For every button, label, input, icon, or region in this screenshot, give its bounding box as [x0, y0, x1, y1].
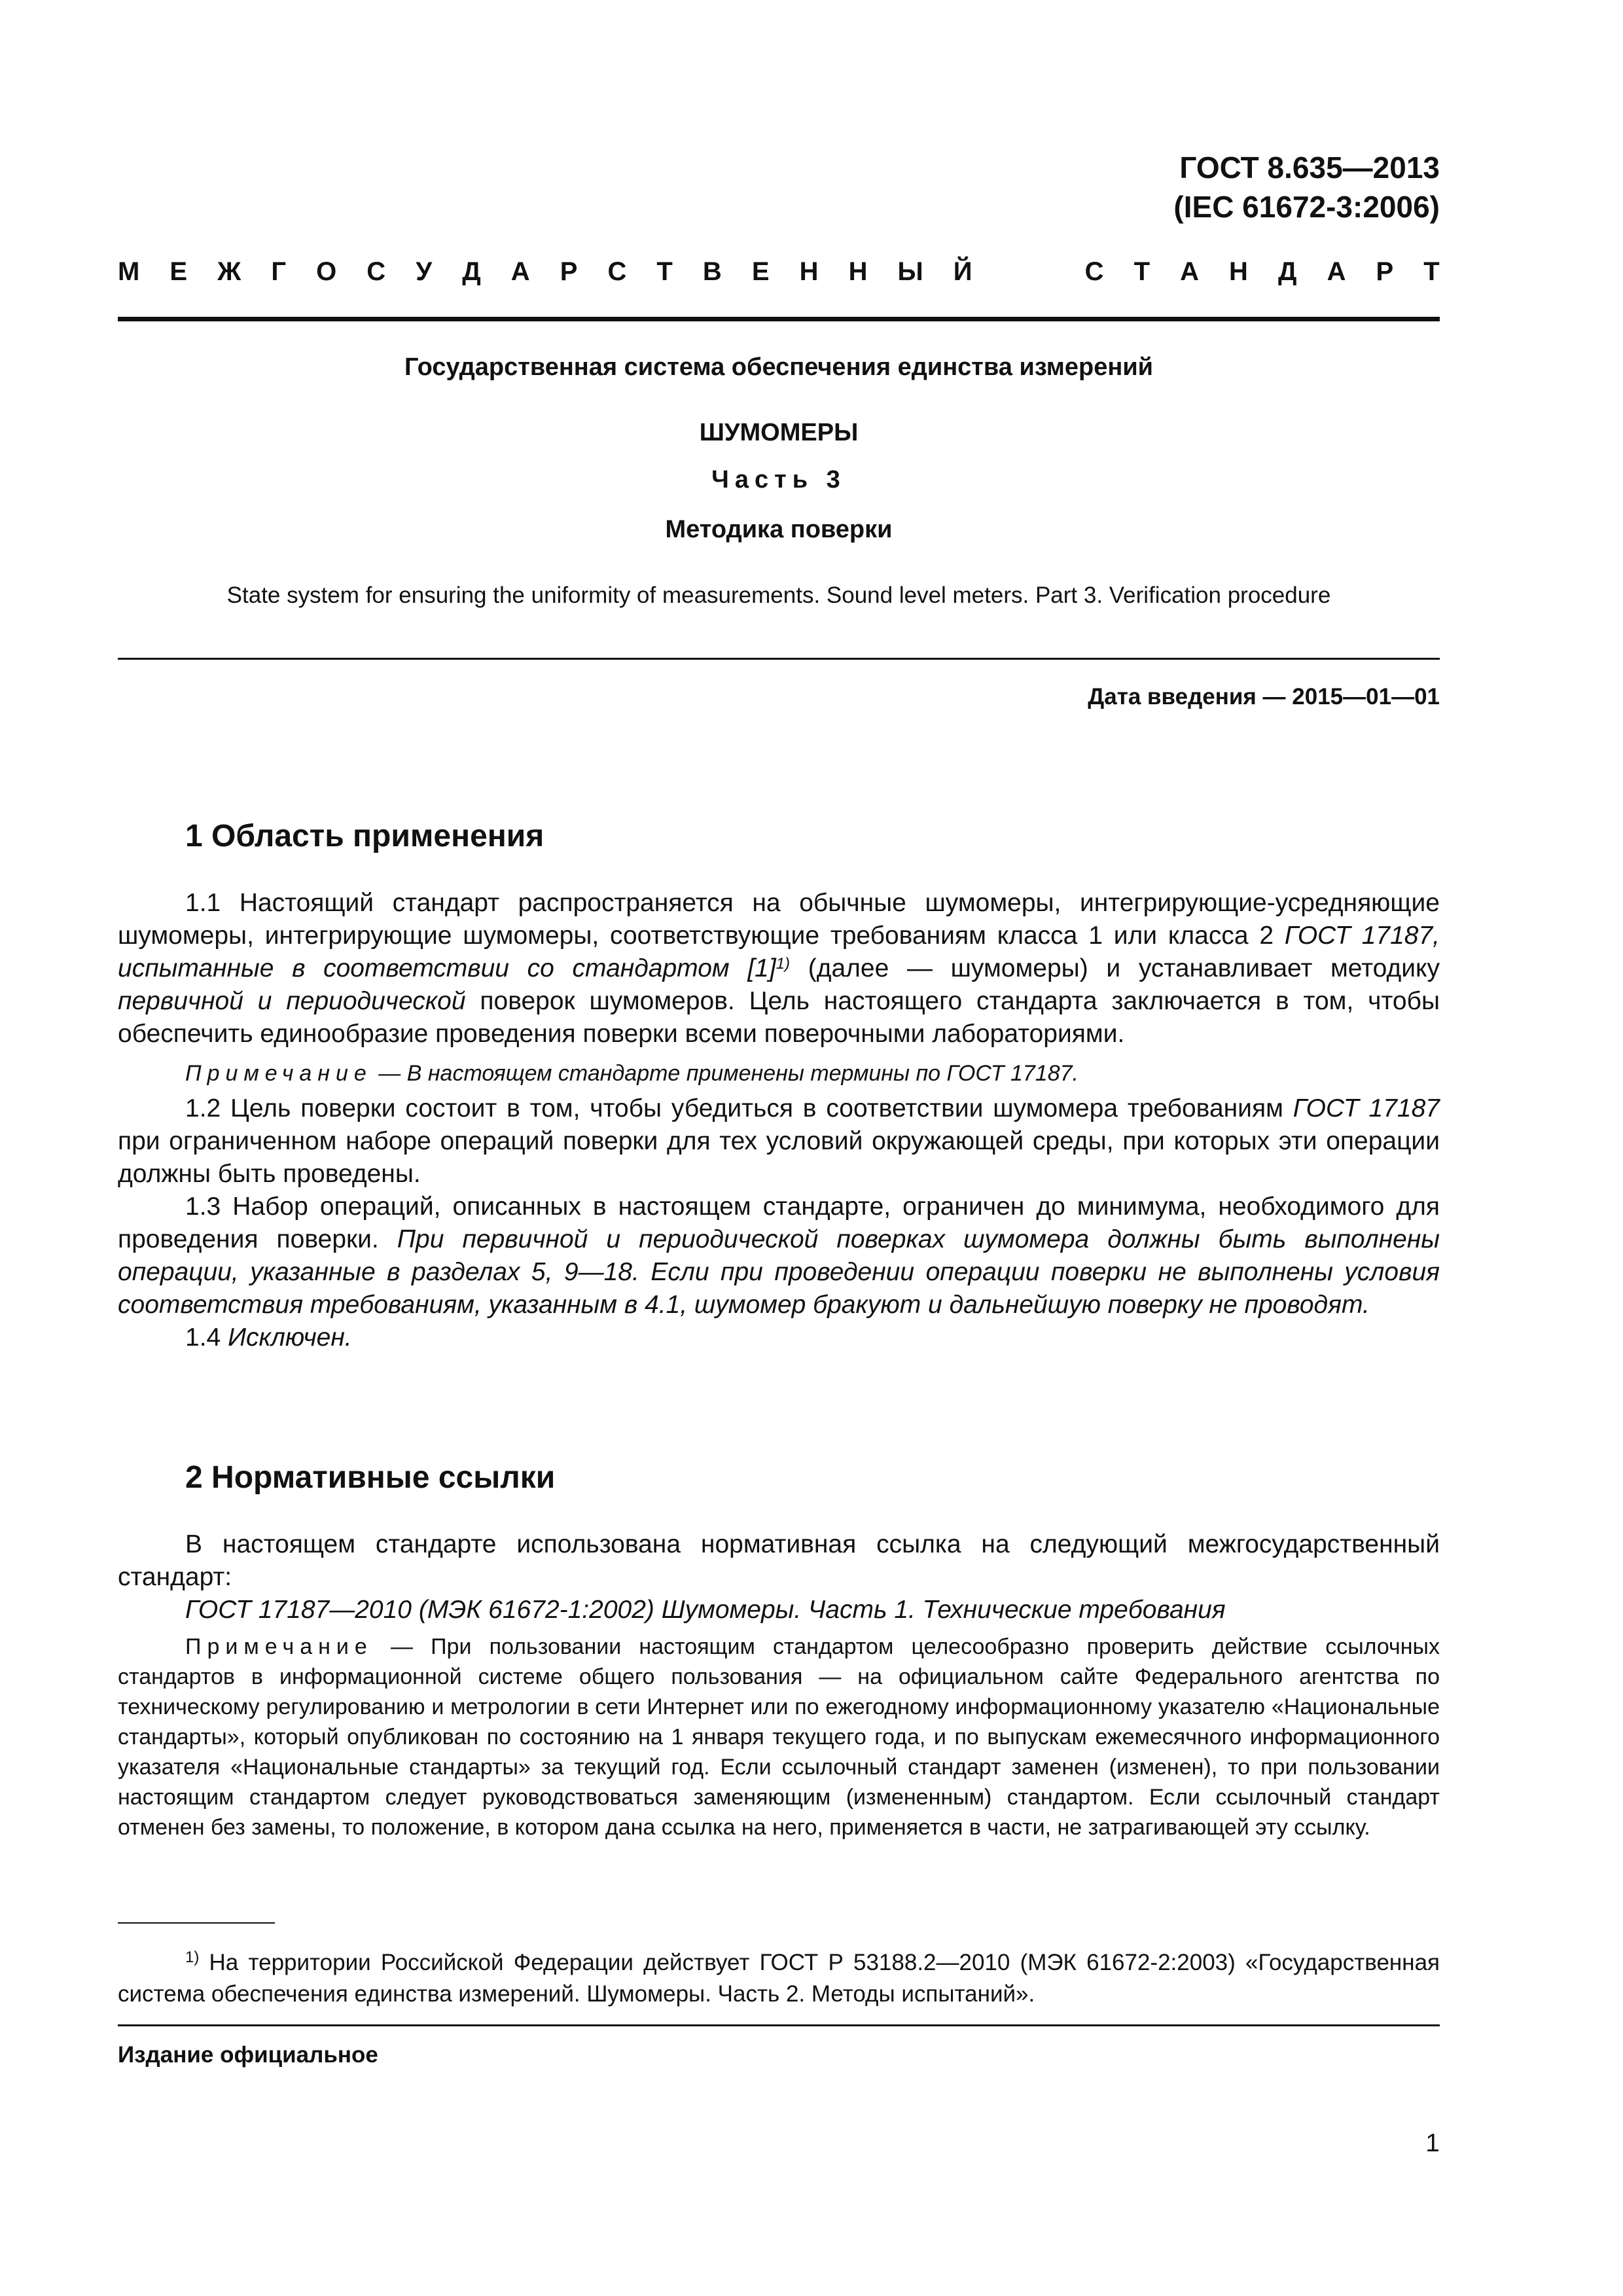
footnote: [118, 1947, 1440, 2010]
note-1: Примечание — В настоящем стандарте применены термины по ГОСТ 17187.: [185, 1061, 1079, 1086]
standard-identifier: [1173, 148, 1440, 226]
heading-letter: Т: [1423, 257, 1440, 286]
heading-letter: О: [316, 257, 337, 286]
section-1-heading: 1 Область применения: [185, 819, 544, 853]
heading-letter: У: [416, 257, 433, 286]
iec-number: (IEC 61672-3:2006): [1173, 190, 1440, 224]
heading-letter: А: [1180, 257, 1199, 286]
footnote-ref[interactable]: 1): [776, 955, 791, 973]
heading-letter: В: [702, 257, 722, 286]
heading-letter: Е: [751, 257, 770, 286]
standard-number: ГОСТ 8.635—2013: [1179, 151, 1440, 185]
heading-letter: Т: [656, 257, 673, 286]
heading-letter: Н: [799, 257, 819, 286]
heading-letter: Е: [169, 257, 188, 286]
heading-letter: М: [118, 257, 140, 286]
heading-letter: Р: [1376, 257, 1394, 286]
section-1-body: [118, 887, 1440, 1354]
header-rule: [118, 317, 1440, 321]
edition-label: Издание официальное: [118, 2042, 378, 2068]
standard-type-heading: [118, 257, 1440, 287]
normative-reference: ГОСТ 17187—2010 (МЭК 61672-1:2002) Шумомеры. Часть 1. Технические требования: [185, 1596, 1226, 1624]
heading-letter: Н: [848, 257, 868, 286]
heading-letter: Р: [560, 257, 578, 286]
heading-word-gap: [1003, 257, 1055, 287]
heading-letter: Г: [271, 257, 287, 286]
heading-letter: Т: [1133, 257, 1150, 286]
heading-letter: Ж: [217, 257, 241, 286]
page-number: 1: [1425, 2129, 1440, 2157]
heading-letter: Д: [462, 257, 481, 286]
heading-letter: А: [510, 257, 530, 286]
heading-letter: Й: [953, 257, 972, 286]
introduction-date: Дата введения — 2015—01—01: [1088, 684, 1440, 709]
heading-letter: Д: [1278, 257, 1297, 286]
heading-letter: С: [1084, 257, 1104, 286]
footnote-text: На территории Российской Федерации действует ГОСТ Р 53188.2—2010 (МЭК 61672-2:2003) «Государственная система обеспечения единства измерений. Шумомеры. Часть 2. Методы испытаний».: [118, 1950, 1440, 2007]
heading-letter: Ы: [897, 257, 923, 286]
section-2-intro: В настоящем стандарте использована нормативная ссылка на следующий межгосударственный стандарт:: [118, 1530, 1440, 1591]
section-2-body: [118, 1528, 1440, 1842]
footnote-mark: 1): [185, 1948, 200, 1966]
heading-letter: С: [607, 257, 627, 286]
document-title: ШУМОМЕРЫ: [699, 419, 859, 446]
section-2-heading: 2 Нормативные ссылки: [185, 1460, 556, 1495]
footer-rule: [118, 2024, 1440, 2026]
paragraph-1-3: 1.3 Набор операций, описанных в настоящем стандарте, ограничен до минимума, необходимого для проведения поверки. При первичной и периодической поверках шумомера должны быть выполнены операции, указанные в разделах 5, 9—18. Если при проведении операции поверки не выполнены условия соответствия требованиям, указанным в 4.1, шумомер бракуют и дальнейшую поверку не проводят.: [118, 1193, 1440, 1319]
heading-letter: А: [1327, 257, 1346, 286]
heading-letter: Н: [1229, 257, 1248, 286]
paragraph-1-1: 1.1 Настоящий стандарт распространяется на обычные шумомеры, интегрирующие-усредняющие шумомеры, интегрирующие шумомеры, соответствующие требованиям класса 1 или класса 2 ГОСТ 17187, испытанные в соответствии со стандартом $[1]^{1)}$ (далее — шумомеры) и устанавливает методику первичной и периодической поверок шумомеров. Цель настоящего стандарта заключается в том, чтобы обеспечить единообразие проведения поверки всеми поверочными лабораториями.: [118, 889, 1440, 1048]
paragraph-1-4: 1.4 Исключен.: [185, 1323, 352, 1352]
english-title: State system for ensuring the uniformity of measurements. Sound level meters. Part 3. Verification procedure: [226, 583, 1331, 608]
paragraph-1-2: 1.2 Цель поверки состоит в том, чтобы убедиться в соответствии шумомера требованиям ГОСТ 17187 при ограниченном наборе операций поверки для тех условий окружающей среды, при которых эти операции должны быть проведены.: [118, 1094, 1440, 1188]
document-subtitle: Методика поверки: [665, 516, 893, 543]
part-label: Часть 3: [711, 466, 846, 493]
title-rule: [118, 658, 1440, 660]
heading-letter: С: [366, 257, 386, 286]
footnote-rule: [118, 1922, 275, 1924]
system-title: Государственная система обеспечения единства измерений: [404, 353, 1154, 381]
document-page: [118, 0, 1440, 2296]
note-2: Примечание — При пользовании настоящим стандартом целесообразно проверить действие ссылочных стандартов в информационной системе общего пользования — на официальном сайте Федерального агентства по техническому регулированию и метрологии в сети Интернет или по ежегодному информационному указателю «Национальные стандарты», который опубликован по состоянию на 1 января текущего года, и по выпускам ежемесячного информационного указателя «Национальные стандарты» за текущий год. Если ссылочный стандарт заменен (изменен), то при пользовании настоящим стандартом следует руководствоваться заменяющим (измененным) стандартом. Если ссылочный стандарт отменен без замены, то положение, в котором дана ссылка на него, применяется в части, не затрагивающей эту ссылку.: [118, 1634, 1440, 1840]
